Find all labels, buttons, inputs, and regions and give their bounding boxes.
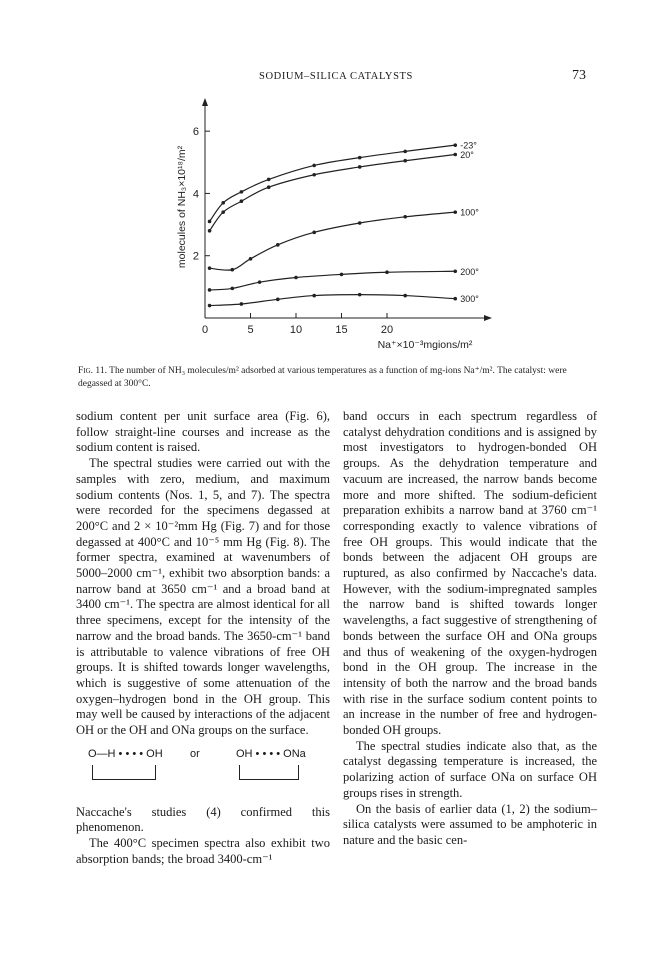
data-point <box>358 221 362 225</box>
series-label: 100° <box>460 207 479 218</box>
formula-left: O—H • • • • OH <box>88 747 163 760</box>
data-point <box>267 178 271 182</box>
data-point <box>312 231 316 235</box>
data-point <box>231 287 235 291</box>
y-tick-label: 4 <box>192 188 199 201</box>
paragraph: The spectral studies were carried out with the samples with zero, medium, and maximum sodium contents (Nos. 1, 5, and 7). The spectra were recorded for the specimens degassed at 200°C and 2 × 10⁻²mm Hg (Fig. 7) and for those degassed at 400°C and 10⁻⁵ mm Hg (Fig. 8). The former spectra, examined at wavenumbers of 5000–2000 cm⁻¹, exhibit two absorption bands: a narrow band at 3650 cm⁻¹ and a broad band at 3400 cm⁻¹. The spectra are almost identical for all three specimens, except for the intensity of the narrow and the broad bands. The 3650-cm⁻¹ band is attributable to valence vibrations of free OH groups. It is shifted towards longer wavelengths, which is suggestive of some attenuation of the oxygen–hydrogen bond in the OH group. This may well be caused by interactions of the adjacent OH or the OH and ONa groups on the surface. <box>76 456 330 738</box>
series-line <box>210 295 456 306</box>
bond-bracket-right <box>239 765 299 780</box>
series-line <box>210 155 456 231</box>
running-title: SODIUM–SILICA CATALYSTS <box>259 71 413 82</box>
data-point <box>240 190 244 194</box>
bond-formula <box>76 747 330 803</box>
data-point <box>267 185 271 189</box>
data-point <box>403 215 407 219</box>
data-point <box>294 276 298 280</box>
data-point <box>258 280 262 284</box>
paragraph: Naccache's studies (4) confirmed this phenomenon. <box>76 804 330 835</box>
series-label: 300° <box>460 294 479 305</box>
caption-label: Fig. 11. <box>78 366 107 376</box>
series-label: -23° <box>460 140 477 151</box>
data-point <box>221 201 225 205</box>
data-point <box>403 294 407 298</box>
data-point <box>340 273 344 277</box>
x-tick-label: 20 <box>380 324 394 336</box>
x-tick-label: 0 <box>201 324 209 336</box>
paragraph: On the basis of earlier data (1, 2) the sodium–silica catalysts were assumed to be amphoteric in nature and the basic cen- <box>343 801 597 847</box>
data-point <box>231 268 235 272</box>
data-point <box>453 269 457 273</box>
data-point <box>240 302 244 306</box>
figure-caption <box>78 365 598 391</box>
data-point <box>358 156 362 160</box>
chart-axes <box>176 98 492 351</box>
data-point <box>208 229 212 233</box>
page-number: 73 <box>572 68 586 83</box>
paragraph: band occurs in each spectrum regardless of catalyst dehydration conditions and is assigned by most investigators to hydrogen-bonded OH groups. As the dehydration temperature and vacuum are increased, the narrow bands become more and more shifted. The sodium-deficient preparation exhibits a narrow band at 3760 cm⁻¹ corresponding exactly to valence vibrations of free OH groups. This would indicate that the bonds between the adjacent OH groups are ruptured, as also confirmed by Naccache's data. However, with the sodium-impregnated samples the narrow band is shifted towards longer wavelengths, a fact suggestive of strengthening of bonds between the surface OH and ONa groups and thus of weakening of the oxygen-hydrogen bond in the OH group. The increase in the intensity of both the narrow and the broad bands with rise in the surface sodium content points to an increase in the number of free and hydrogen-bonded OH groups. <box>343 409 597 738</box>
data-point <box>208 266 212 270</box>
data-point <box>403 159 407 163</box>
paragraph: The spectral studies indicate also that, as the catalyst degassing temperature is increased, the polarizing action of surface ONa on surface OH groups rises in strength. <box>343 738 597 800</box>
left-column <box>76 409 330 868</box>
data-point <box>240 199 244 203</box>
data-point <box>453 153 457 157</box>
data-point <box>358 165 362 169</box>
data-point <box>276 243 280 247</box>
paragraph: sodium content per unit surface area (Fig. 6), follow straight-line courses and increase as the sodium content is raised. <box>76 409 330 455</box>
y-axis-arrow <box>202 98 208 106</box>
x-axis-label: Na⁺×10⁻³mgions/m² <box>377 339 473 351</box>
series-label: 20° <box>460 150 474 160</box>
data-point <box>312 173 316 177</box>
figure-11-chart <box>0 0 672 360</box>
x-tick-label: 15 <box>335 324 348 336</box>
data-point <box>453 143 457 147</box>
paragraph: The 400°C specimen spectra also exhibit two absorption bands; the broad 3400-cm⁻¹ <box>76 836 330 866</box>
x-axis-arrow <box>484 315 492 321</box>
data-point <box>208 220 212 224</box>
y-axis-label: molecules of NH₃×10¹⁸/m² <box>176 145 188 269</box>
caption-text: The number of NH₃ molecules/m² adsorbed at various temperatures as a function of mg-ions Na⁺/m². The catalyst: were degassed at 300°C. <box>78 366 567 389</box>
right-column <box>343 409 597 849</box>
data-point <box>453 297 457 301</box>
series-label: 200° <box>460 266 479 277</box>
data-point <box>312 164 316 168</box>
x-tick-label: 10 <box>289 324 303 336</box>
data-point <box>276 298 280 302</box>
data-point <box>403 150 407 154</box>
data-point <box>208 304 212 308</box>
data-point <box>385 270 389 274</box>
series-line <box>210 271 456 290</box>
series-line <box>210 212 456 270</box>
data-point <box>358 293 362 297</box>
data-point <box>453 210 457 214</box>
data-point <box>312 294 316 298</box>
data-point <box>208 288 212 292</box>
y-tick-label: 6 <box>192 126 199 139</box>
formula-connector: or <box>190 747 200 760</box>
formula-right: OH • • • • ONa <box>236 747 306 760</box>
chart-plot-area <box>208 141 480 308</box>
series-line <box>210 145 456 221</box>
bond-bracket-left <box>92 765 156 780</box>
data-point <box>249 257 253 261</box>
y-tick-label: 2 <box>192 250 199 263</box>
data-point <box>221 210 225 214</box>
x-tick-label: 5 <box>247 324 254 336</box>
